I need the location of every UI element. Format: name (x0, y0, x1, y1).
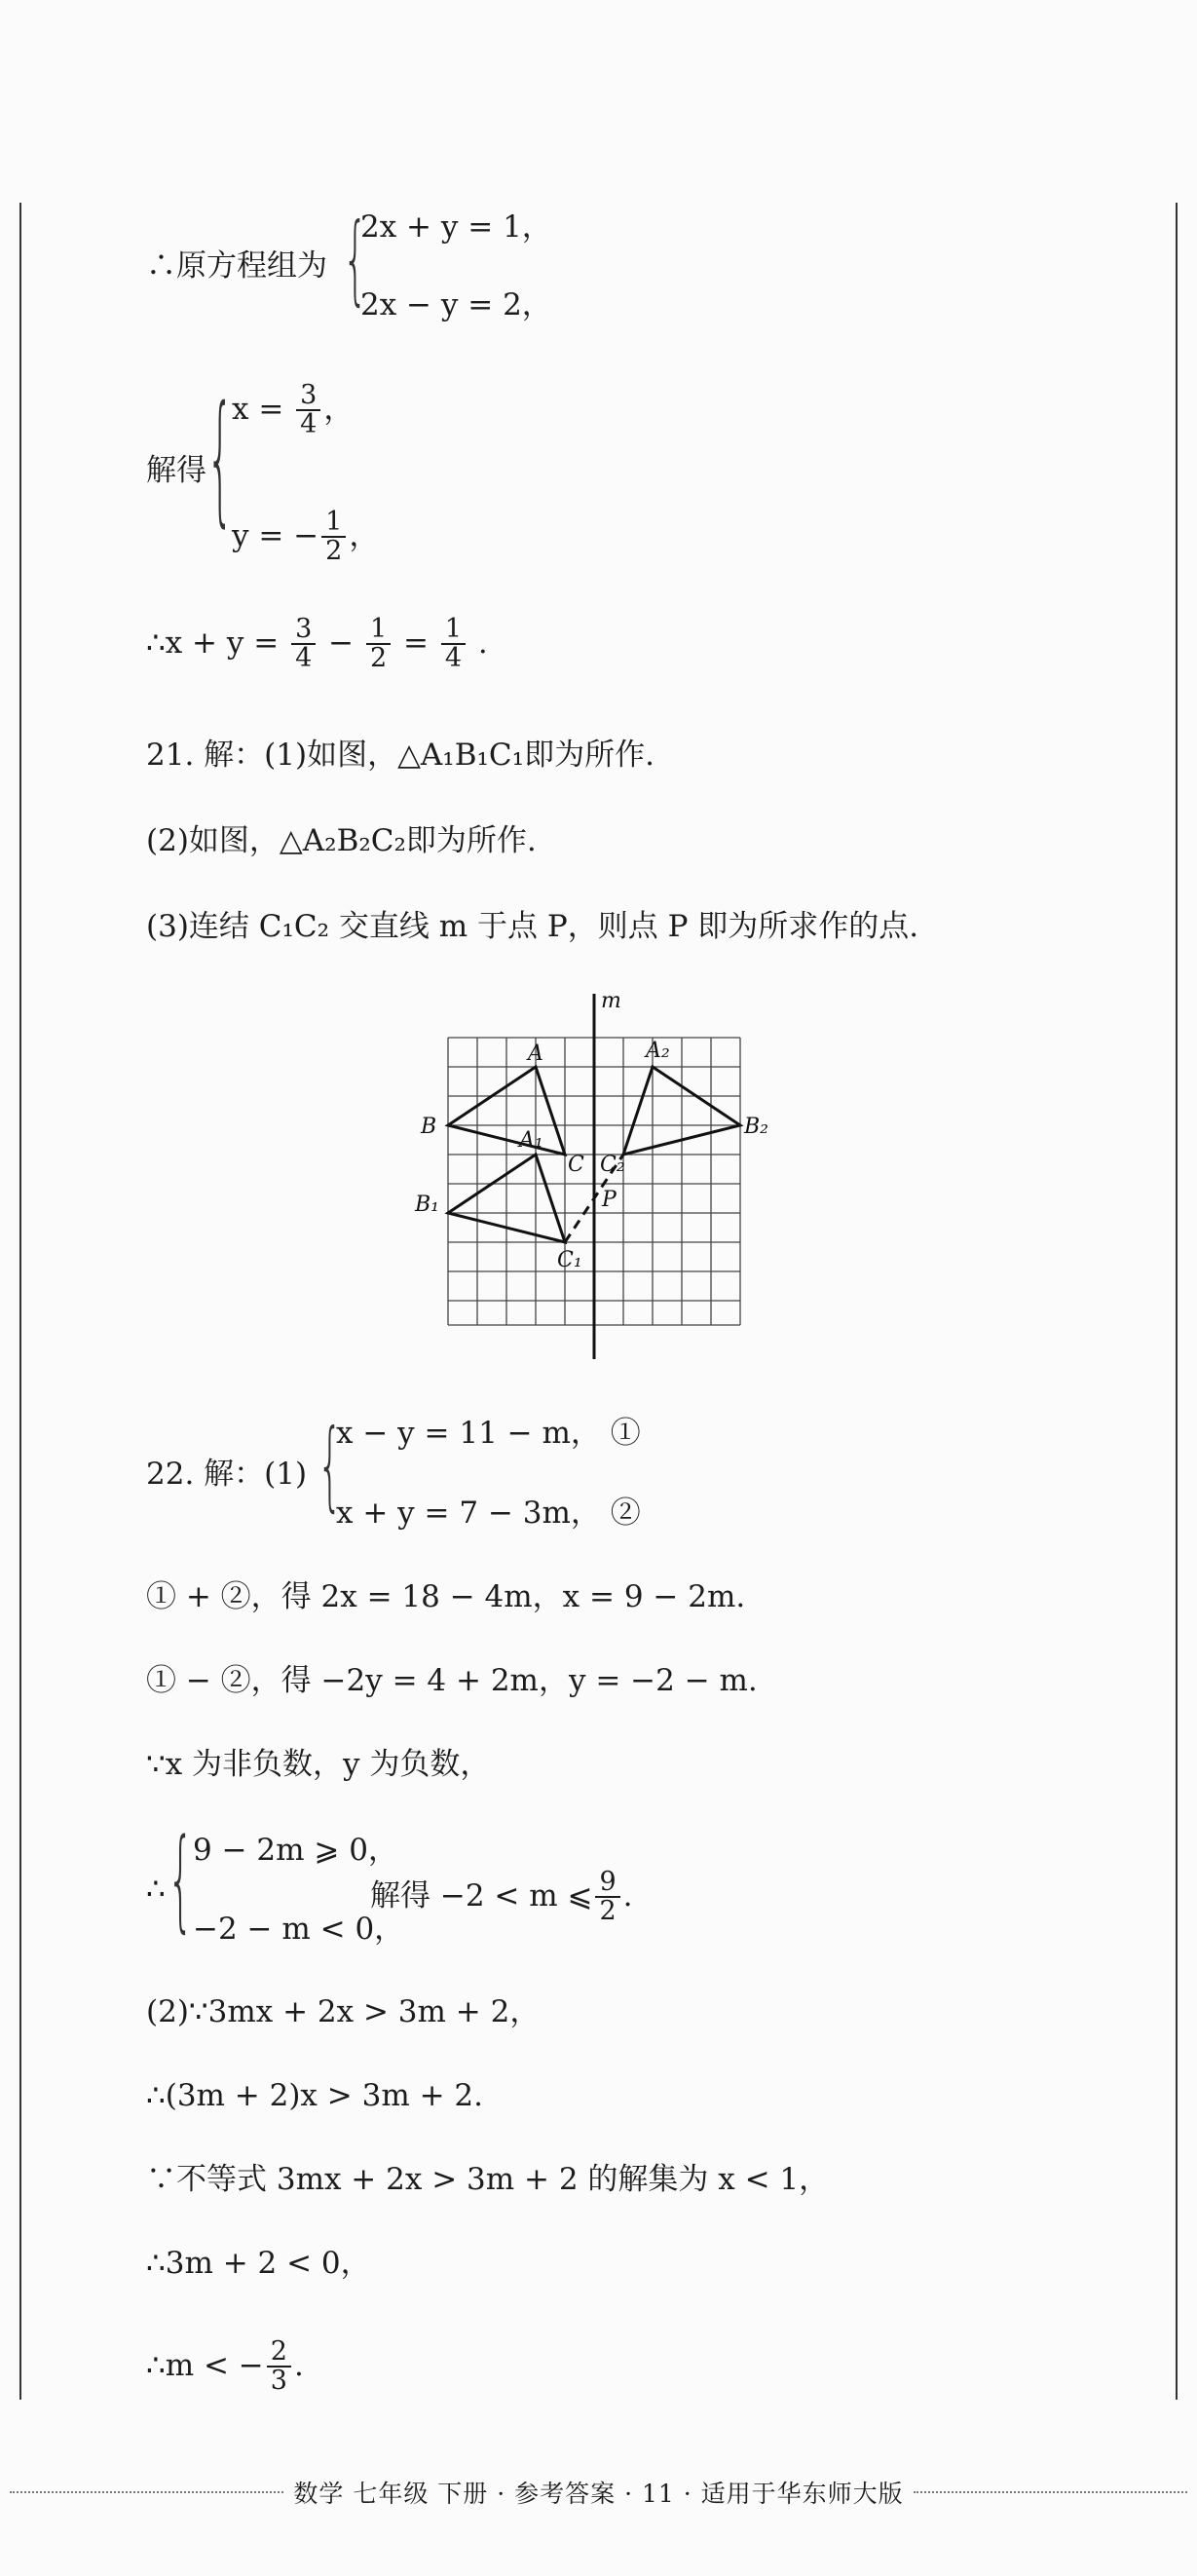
label-m: m (601, 989, 621, 1013)
footer-text: 数学 七年级 下册 · 参考答案 · 11 · 适用于华东师大版 (293, 2480, 904, 2508)
q22-part2-line-5: ∴m < − $\frac{2}{3}$ . (146, 2336, 304, 2397)
q22-add-line: ① + ②，得 2x = 18 − 4m，x = 9 − 2m. (146, 1579, 746, 1614)
label-a1: A₁ (519, 1128, 543, 1153)
label-c2: C₂ (600, 1153, 625, 1177)
left-brace-1: { (343, 205, 368, 317)
left-brace-4: { (168, 1814, 194, 1944)
footer-dots-right (914, 2491, 1187, 2493)
q22-equation-2: x + y = 7 − 3m， ② (336, 1496, 641, 1531)
q22-equation-1: x − y = 11 − m， ① (336, 1416, 641, 1451)
label-a: A (528, 1042, 543, 1066)
q22-because-line: ∵x 为非负数，y 为负数， (146, 1747, 491, 1782)
system-prefix-1: ∴原方程组为 (146, 248, 327, 284)
left-brace-2: { (206, 378, 234, 543)
geometry-figure (409, 984, 799, 1374)
label-a2: A₂ (646, 1039, 670, 1063)
q22-sub-line: ① − ②，得 −2y = 4 + 2m，y = −2 − m. (146, 1663, 758, 1698)
x-solution: x = $\frac{3}{4}$ ， (232, 380, 355, 440)
label-p: P (602, 1188, 617, 1212)
label-b2: B₂ (744, 1115, 768, 1139)
label-c: C (568, 1153, 584, 1177)
q22-prefix: 22. 解：(1) (146, 1457, 308, 1492)
q21-line-2: (2)如图，△A₂B₂C₂即为所作. (146, 823, 537, 858)
q22-part2-line-4: ∴3m + 2 < 0， (146, 2246, 371, 2281)
label-b1: B₁ (415, 1193, 439, 1217)
right-margin-rule (1176, 203, 1178, 2400)
q22-system-eq-2: −2 − m < 0， (193, 1912, 405, 1947)
q22-system-result: 解得 −2 < m ⩽ $\frac{9}{2}$ . (370, 1867, 633, 1927)
q21-line-1: 21. 解：(1)如图，△A₁B₁C₁即为所作. (146, 738, 655, 773)
equation-2: 2x − y = 2， (360, 287, 552, 322)
solve-prefix: 解得 (146, 453, 206, 488)
footer-dots-left (10, 2491, 283, 2493)
left-brace-3: { (318, 1411, 343, 1523)
equation-1: 2x + y = 1， (360, 209, 552, 245)
q22-part2-line-2: ∴(3m + 2)x > 3m + 2. (146, 2078, 483, 2113)
page-footer (0, 2473, 1197, 2512)
label-c1: C₁ (557, 1248, 582, 1272)
y-solution: y = − $\frac{1}{2}$ ， (232, 507, 380, 567)
label-b: B (421, 1115, 437, 1139)
q22-part2-line-3: ∵不等式 3mx + 2x > 3m + 2 的解集为 x < 1， (146, 2162, 830, 2197)
q22-part2-line-1: (2)∵3mx + 2x > 3m + 2， (146, 1994, 541, 2029)
sum-result: ∴x + y = $\frac{3}{4}$ − $\frac{1}{2}$ = $\frac{1}{4}$ . (146, 614, 488, 674)
q21-line-3: (3)连结 C₁C₂ 交直线 m 于点 P，则点 P 即为所求作的点. (146, 909, 919, 944)
q22-system-prefix: ∴ (146, 1872, 166, 1907)
q22-system-eq-1: 9 − 2m ⩾ 0， (193, 1833, 398, 1868)
left-margin-rule (19, 203, 21, 2400)
